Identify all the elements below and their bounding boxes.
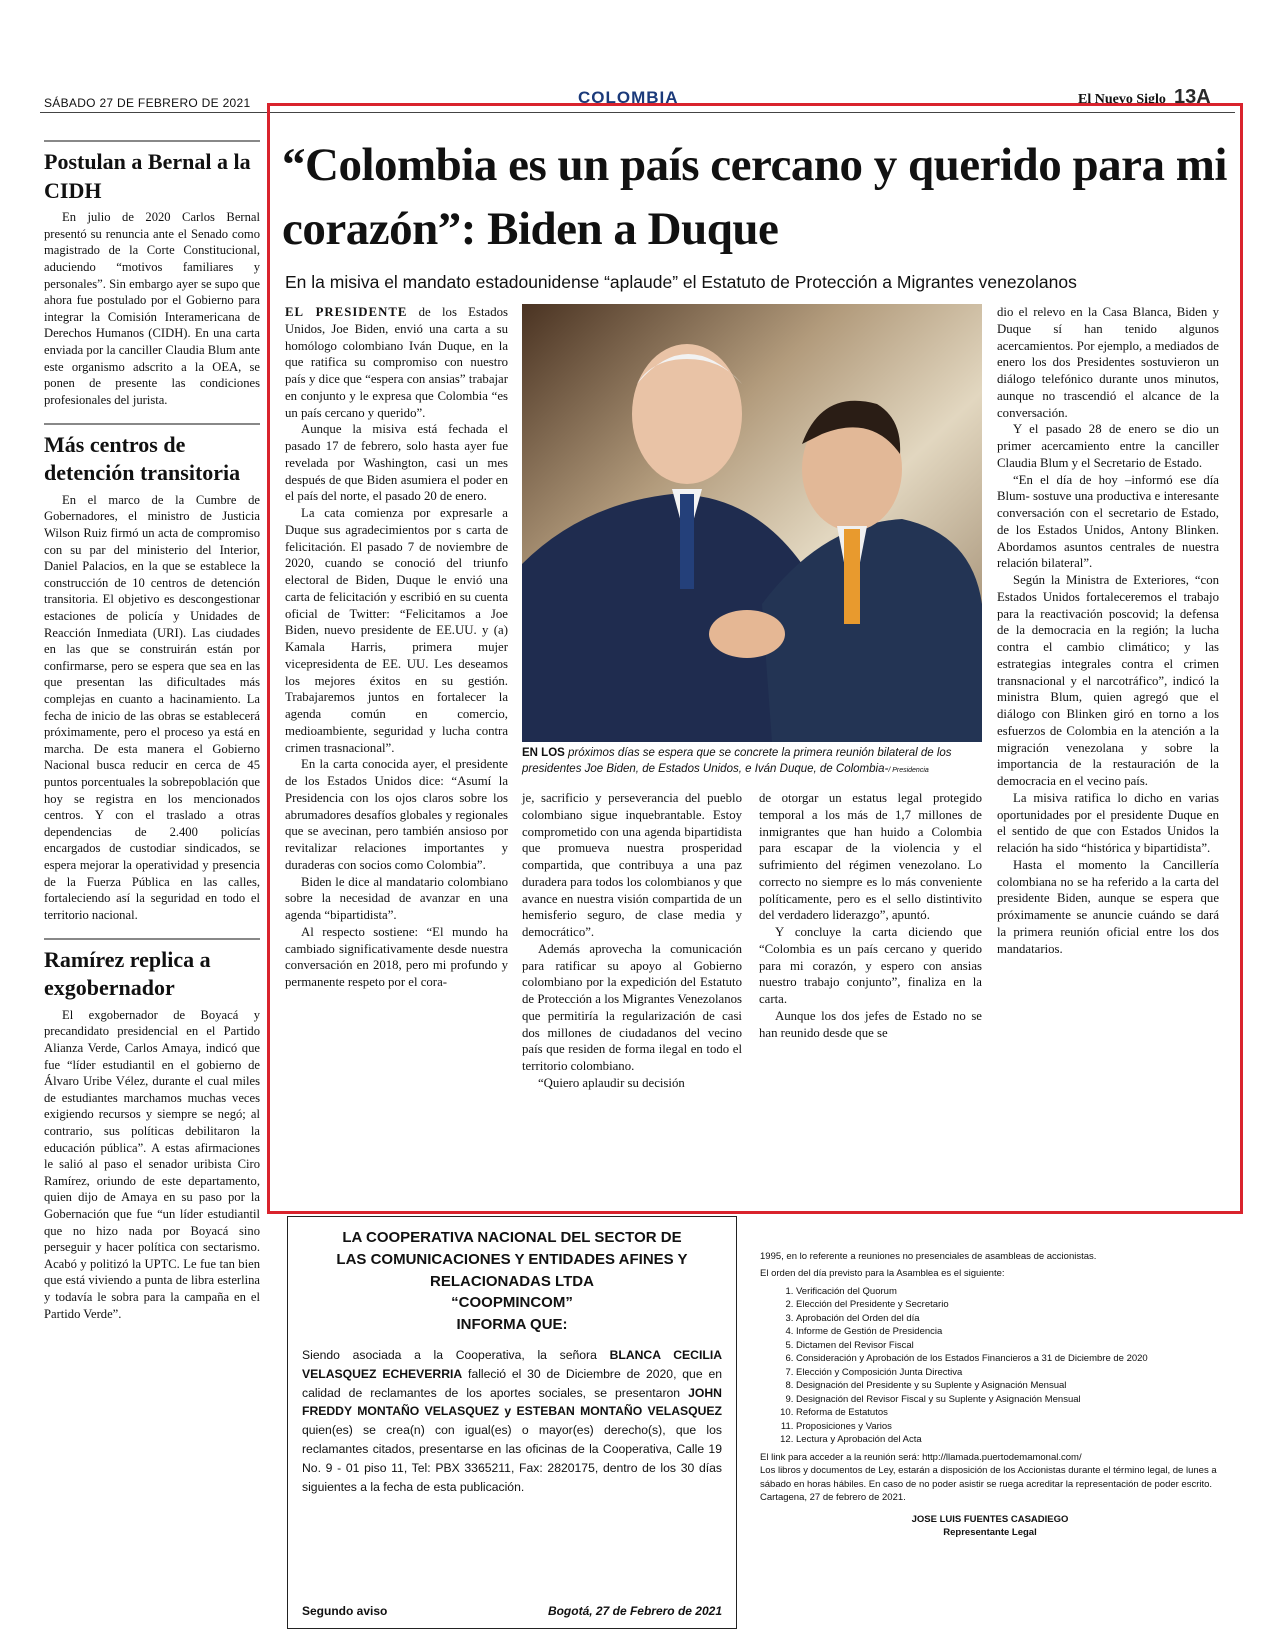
- caption-text: próximos días se espera que se concrete la primera reunión bilateral de los presidentes Joe Biden, de Estados Unidos, e Iván Duque, de Colombia-: [522, 747, 952, 775]
- asamblea-link: El link para acceder a la reunión será: http://llamada.puertodemamonal.com/: [760, 1451, 1082, 1463]
- article-paragraph: Al respecto sostiene: “El mundo ha cambiado significativamente desde nuestra conversación en 2018, pero mi profundo y permanente respeto por el cora-: [285, 924, 508, 989]
- agenda-item: 9. Designación del Revisor Fiscal y su Suplente y Asignación Mensual: [796, 1393, 1220, 1406]
- agenda-item: 3. Aprobación del Orden del día: [796, 1312, 1220, 1325]
- agenda-item: 8. Designación del Presidente y su Suplente y Asignación Mensual: [796, 1379, 1220, 1392]
- brief-item: [44, 423, 260, 924]
- brief-body: El exgobernador de Boyacá y precandidato presidencial en el Partido Alianza Verde, Carlos Amaya, indicó que fue “líder estudiantil en el gobierno de Álvaro Uribe Vélez, durante el cual miles de estudiantes marchamos muchas veces exigiendo recursos y siempre se negó; al contrario, sus políticas debilitaron la educación pública”. A estas afirmaciones le salió al paso el senador uribista Ciro Ramírez, oriundo de este departamento, quien dijo de Amaya en su paso por la Gobernación que fue “un líder estudiantil que no hizo nada por Boyacá sino perseguir y hacer política con sectarismo. Acabó y politizó la UPTC. Le fue tan bien que está viviendo a punta de libra esterlina y todavía le sobra para la campaña en el Partido Verde”.: [44, 1007, 260, 1321]
- agenda-item: 11. Proposiciones y Varios: [796, 1420, 1220, 1433]
- brief-item: [44, 938, 260, 1323]
- notice-footer: [302, 1604, 722, 1618]
- article-paragraph: Hasta el momento la Cancillería colombiana no se ha referido a la carta del presidente Biden, aunque se espera que próximamente se anuncie cuándo se dará la primera reunión oficial entre los dos mandatarios.: [997, 857, 1219, 956]
- agenda-item: 1. Verificación del Quorum: [796, 1285, 1220, 1298]
- brief-divider: [44, 423, 260, 425]
- newspaper-brand: El Nuevo Siglo: [1078, 92, 1166, 107]
- photo-caption: [522, 746, 982, 777]
- section-name: COLOMBIA: [578, 88, 679, 107]
- article-paragraph: Aunque la misiva está fechada el pasado 17 de febrero, solo hasta ayer fue revelada por Washington, casi un mes después de que Biden asumiera el poder en el país del norte, el pasado 20 de enero.: [285, 422, 508, 504]
- asamblea-docs: Los libros y documentos de Ley, estarán a disposición de los Accionistas durante el término legal, de lunes a sábado en horas hábiles. En caso de no poder asistir se ruega acreditar la representación de poder escrito.: [760, 1465, 1217, 1490]
- brief-divider: [44, 140, 260, 142]
- article-paragraph: La cata comienza por expresarle a Duque sus agradecimientos por s carta de felicitación. El pasado 7 de noviembre de 2020, cuando se conoció del triunfo electoral de Biden, Duque le envió una carta de felicitación y escribió en su cuenta oficial de Twitter: “Felicitamos a Joe Biden, nuevo presidente de EE.UU. y (a) Kamala Harris, primera mujer vicepresidenta de EE. UU. Les deseamos los mejores éxitos en su gestión. Trabajaremos juntos en fortalecer la agenda común en comercio, medioambiente, seguridad y lucha contra crimen trasnacional”.: [285, 506, 508, 755]
- agenda-item: 4. Informe de Gestión de Presidencia: [796, 1325, 1220, 1338]
- article-subhead: En la misiva el mandato estadounidense “aplaude” el Estatuto de Protección a Migrantes venezolanos: [285, 272, 1077, 292]
- agenda-item: 5. Dictamen del Revisor Fiscal: [796, 1339, 1220, 1352]
- agenda-item: 10. Reforma de Estatutos: [796, 1406, 1220, 1419]
- brief-title: Ramírez replica a exgobernador: [44, 946, 211, 1001]
- article-column-1: [285, 304, 508, 991]
- notice-label: Segundo aviso: [302, 1604, 388, 1618]
- signer-role: Representante Legal: [943, 1527, 1037, 1539]
- article-headline: “Colombia es un país cercano y querido para mi corazón”: Biden a Duque: [282, 139, 1227, 255]
- lead-word: EL PRESIDENTE: [285, 305, 408, 319]
- photo-illustration: [522, 304, 982, 742]
- article-paragraph: Aunque los dos jefes de Estado no se han reunido desde que se: [759, 1008, 982, 1040]
- asamblea-place-date: Cartagena, 27 de febrero de 2021.: [760, 1492, 906, 1504]
- article-paragraph: Y concluye la carta diciendo que “Colombia es un país cercano y querido para mi corazón, y espero con ansias nuestro trabajo conjunto”, finaliza en la carta.: [759, 925, 982, 1006]
- article-paragraph: En la carta conocida ayer, el presidente de los Estados Unidos dice: “Asumí la Presidencia con los ojos claros sobre los abrumadores desafíos globales y regionales que se avecinan, pero también ansioso por revitalizar relaciones importantes y duraderas con socios como Colombia”.: [285, 757, 508, 872]
- article-paragraph: Y el pasado 28 de enero se dio un primer acercamiento entre la canciller Claudia Blum y el Secretario de Estado.: [997, 422, 1219, 470]
- agenda-item: 2. Elección del Presidente y Secretario: [796, 1298, 1220, 1311]
- asamblea-intro: 1995, en lo referente a reuniones no presenciales de asambleas de accionistas.: [760, 1251, 1097, 1262]
- article-paragraph: je, sacrificio y perseverancia del pueblo colombiano sigue inquebrantable. Estoy comprometido con una agenda bipartidista que promueva nuestra prosperidad compartida, que contribuya a una paz duradera para todos los colombianos y que avance en nuestra visión compartida de un hemisferio seguro, de clase media y democrático”.: [522, 791, 742, 939]
- article-column-2: [522, 790, 742, 1092]
- article-paragraph: “En el día de hoy –informó ese día Blum- sostuve una productiva e interesante conversación con el secretario de Estado, de los Estados Unidos, Antony Blinken. Abordamos asuntos centrales de nuestra relación bilateral”.: [997, 472, 1219, 571]
- brief-body: En el marco de la Cumbre de Gobernadores, el ministro de Justicia Wilson Ruiz firmó un acta de compromiso con su par del ministerio del Interior, Daniel Palacios, en la que se establece la construcción de 10 centros de detención transitoria. El objetivo es descongestionar estaciones de policía y Unidades de Reacción Inmediata (URI). Las ciudades en las que se construirán están por confirmarse, pero se espera que sea en las que presentan las dificultades más complejas en cuanto a hacinamiento. La fecha de inicio de las obras se establecerá próximamente, pero el proceso ya está en marcha. De esta manera el Gobierno Nacional busca reducir en cerca de 45 puntos porcentuales la sobrepoblación que hoy se registra en los mencionados centros. Y con el traslado a otras dependencias de 2.400 policías encargados de custodiar sindicados, se espera mejorar la operatividad y presencia de la Fuerza Pública en las calles, fortaleciendo así la seguridad en todo el territorio nacional.: [44, 492, 260, 922]
- header-rule: [40, 112, 1235, 113]
- article-paragraph: de otorgar un estatus legal protegido temporal a los más de 1,7 millones de inmigrantes que han huido a Colombia para escapar de la violencia y el sufrimiento del régimen venezolano. Lo correcto no siempre es lo más conveniente políticamente, pero es el sello distintivito del verdadero liderazgo”, apuntó.: [759, 791, 982, 923]
- brief-title: Más centros de detención transitoria: [44, 431, 241, 486]
- agenda-item: 7. Elección y Composición Junta Directiva: [796, 1366, 1220, 1379]
- brief-divider: [44, 938, 260, 940]
- article-paragraph: EL PRESIDENTE de los Estados Unidos, Joe Biden, envió una carta a su homólogo colombiano Iván Duque, en la que ratifica su compromiso con nuestro país y dice que “espera con ansias” trabajar en conjunto y le expresa que Colombia “es un país cercano y querido”.: [285, 305, 508, 420]
- asamblea-agenda: [796, 1285, 1220, 1447]
- asamblea-order-label: El orden del día previsto para la Asamblea es el siguiente:: [760, 1268, 1005, 1280]
- notice-title: LA COOPERATIVA NACIONAL DEL SECTOR DE LAS COMUNICACIONES Y ENTIDADES AFINES Y RELACIONADAS LTDA “COOPMINCOM” INFORMA QUE:: [336, 1229, 688, 1333]
- sidebar-briefs: [44, 140, 260, 1336]
- article-paragraph: Según la Ministra de Exteriores, “con Estados Unidos fortaleceremos el trabajo para la reactivación poscovid; la defensa de la democracia en la región; la lucha contra el cambio climático; y las estrategias integrales contra el crimen transnacional y el narcotráfico”, indicó la ministra Blum, quien agregó que el diálogo con Blinken giró en torno a los esfuerzos de Colombia en la atención a la migración venezolana y sobre la importancia de la restauración de la democracia en el vecino país.: [997, 573, 1219, 788]
- article-paragraph: dio el relevo en la Casa Blanca, Biden y Duque sí han tenido algunos acercamientos. Por ejemplo, a mediados de enero los dos Presidentes sostuvieron un diálogo telefónico durante unos minutos, aunque no trascendió el alcance de la conversación.: [997, 305, 1219, 420]
- caption-lead: EN LOS: [522, 747, 565, 759]
- biden-duque-photo: [522, 304, 982, 742]
- signer-name: JOSE LUIS FUENTES CASADIEGO: [911, 1513, 1069, 1525]
- agenda-item: 12. Lectura y Aprobación del Acta: [796, 1433, 1220, 1446]
- cooperativa-notice: [287, 1216, 737, 1629]
- brief-title: Postulan a Bernal a la CIDH: [44, 149, 251, 203]
- article-paragraph: Además aprovecha la comunicación para ratificar su apoyo al Gobierno colombiano por la expedición del Estatuto de Protección a los Migrantes Venezolanos que permitiría la regularización de casi dos millones de ciudadanos del vecino país que residen de forma ilegal en todo el territorio colombiano.: [522, 941, 742, 1073]
- brief-body: En julio de 2020 Carlos Bernal presentó su renuncia ante el Senado como magistrado de la Corte Constitucional, aduciendo “motivos familiares y personales”. Sin embargo ayer se supo que ahora fue postulado por el Gobierno para integrar la Comisión Interamericana de Derechos Humanos (CIDH). En una carta enviada por la canciller Claudia Blum ante este organismo adscrito a la OEA, se ponen de presente las condiciones profesionales del jurista.: [44, 210, 260, 407]
- article-paragraph: Biden le dice al mandatario colombiano sobre la necesidad de avanzar en una agenda “bipartidista”.: [285, 874, 508, 922]
- article-column-4: [997, 304, 1219, 957]
- page-number: 13A: [1174, 86, 1211, 108]
- article-column-3: [759, 790, 982, 1041]
- article-paragraph: La misiva ratifica lo dicho en varias oportunidades por el presidente Duque en el sentido de que con Estados Unidos la relación ha sido “histórica y bipartidista”.: [997, 790, 1219, 855]
- notice-body: Siendo asociada a la Cooperativa, la señora BLANCA CECILIA VELASQUEZ ECHEVERRIA falleció el 30 de Diciembre de 2020, que en calidad de reclamantes de los aportes sociales, se presentaron JOHN FREDDY MONTAÑO VELASQUEZ y ESTEBAN MONTAÑO VELASQUEZ quien(es) se crea(n) con igual(es) o mayor(es) derecho(s), que los reclamantes citados, presentarse en las oficinas de la Cooperativa, Calle 19 No. 9 - 01 piso 11, Tel: PBX 3365211, Fax: 2820175, dentro de los 30 días siguientes a la fecha de esta publicación.: [302, 1347, 723, 1495]
- brief-item: [44, 140, 260, 409]
- article-paragraph: “Quiero aplaudir su decisión: [538, 1075, 685, 1090]
- caption-credit: / Presidencia: [888, 766, 929, 774]
- notice-date: Bogotá, 27 de Febrero de 2021: [547, 1604, 722, 1618]
- asamblea-notice: [760, 1250, 1220, 1540]
- agenda-item: 6. Consideración y Aprobación de los Estados Financieros a 31 de Diciembre de 2020: [796, 1352, 1220, 1365]
- edition-date: SÁBADO 27 DE FEBRERO DE 2021: [44, 96, 251, 110]
